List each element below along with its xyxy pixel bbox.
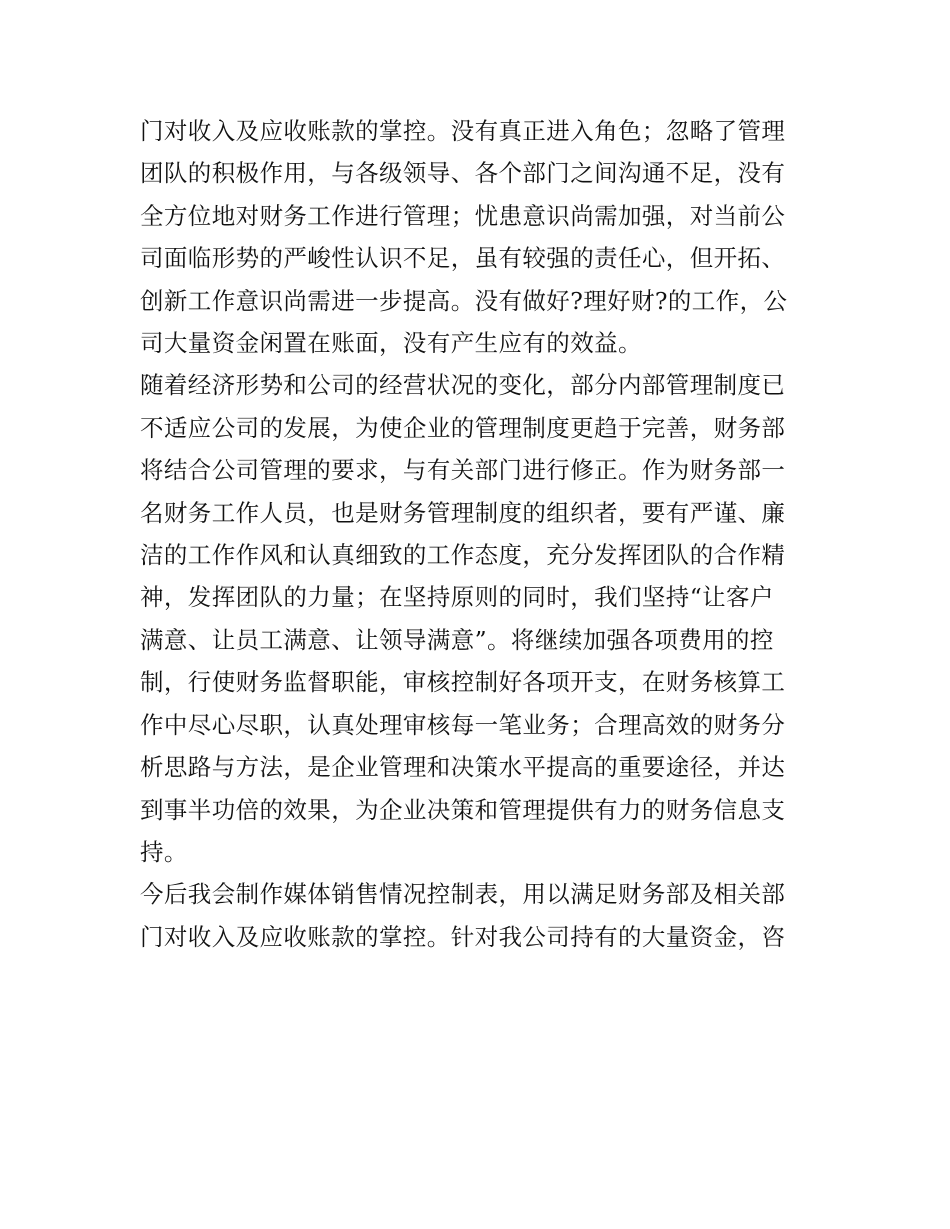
text-line: 今后我会制作媒体销售情况控制表，用以满足财务部及相关部 (140, 880, 786, 909)
document-body (140, 110, 820, 958)
text-line: 作中尽心尽职，认真处理审核每一笔业务；合理高效的财务分 (140, 710, 786, 739)
text-line: 司面临形势的严峻性认识不足，虽有较强的责任心，但开拓、 (140, 244, 786, 273)
text-line: 不适应公司的发展，为使企业的管理制度更趋于完善，财务部 (140, 413, 786, 442)
text-line: 全方位地对财务工作进行管理；忧患意识尚需加强，对当前公 (140, 201, 786, 230)
text-line: 制，行使财务监督职能，审核控制好各项开支，在财务核算工 (140, 668, 786, 697)
text-line: 司大量资金闲置在账面，没有产生应有的效益。 (140, 329, 642, 358)
text-line: 创新工作意识尚需进一步提高。没有做好?理好财?的工作，公 (140, 286, 788, 315)
text-line: 神，发挥团队的力量；在坚持原则的同时，我们坚持“让客户 (140, 583, 774, 612)
paragraph-3 (140, 873, 820, 958)
text-line: 到事半功倍的效果，为企业决策和管理提供有力的财务信息支 (140, 795, 786, 824)
text-line: 满意、让员工满意、让领导满意”。将继续加强各项费用的控 (140, 625, 774, 654)
text-line: 随着经济形势和公司的经营状况的变化，部分内部管理制度已 (140, 371, 786, 400)
text-line: 门对收入及应收账款的掌控。针对我公司持有的大量资金，咨 (140, 922, 786, 951)
text-line: 名财务工作人员，也是财务管理制度的组织者，要有严谨、廉 (140, 498, 786, 527)
text-line: 门对收入及应收账款的掌控。没有真正进入角色；忽略了管理 (140, 117, 786, 145)
paragraph-1 (140, 110, 820, 364)
text-line: 持。 (140, 837, 188, 866)
text-line: 洁的工作作风和认真细致的工作态度，充分发挥团队的合作精 (140, 541, 786, 570)
text-line: 将结合公司管理的要求，与有关部门进行修正。作为财务部一 (140, 456, 786, 485)
paragraph-2 (140, 364, 820, 873)
text-line: 团队的积极作用，与各级领导、各个部门之间沟通不足，没有 (140, 159, 786, 188)
text-line: 析思路与方法，是企业管理和决策水平提高的重要途径，并达 (140, 753, 786, 782)
